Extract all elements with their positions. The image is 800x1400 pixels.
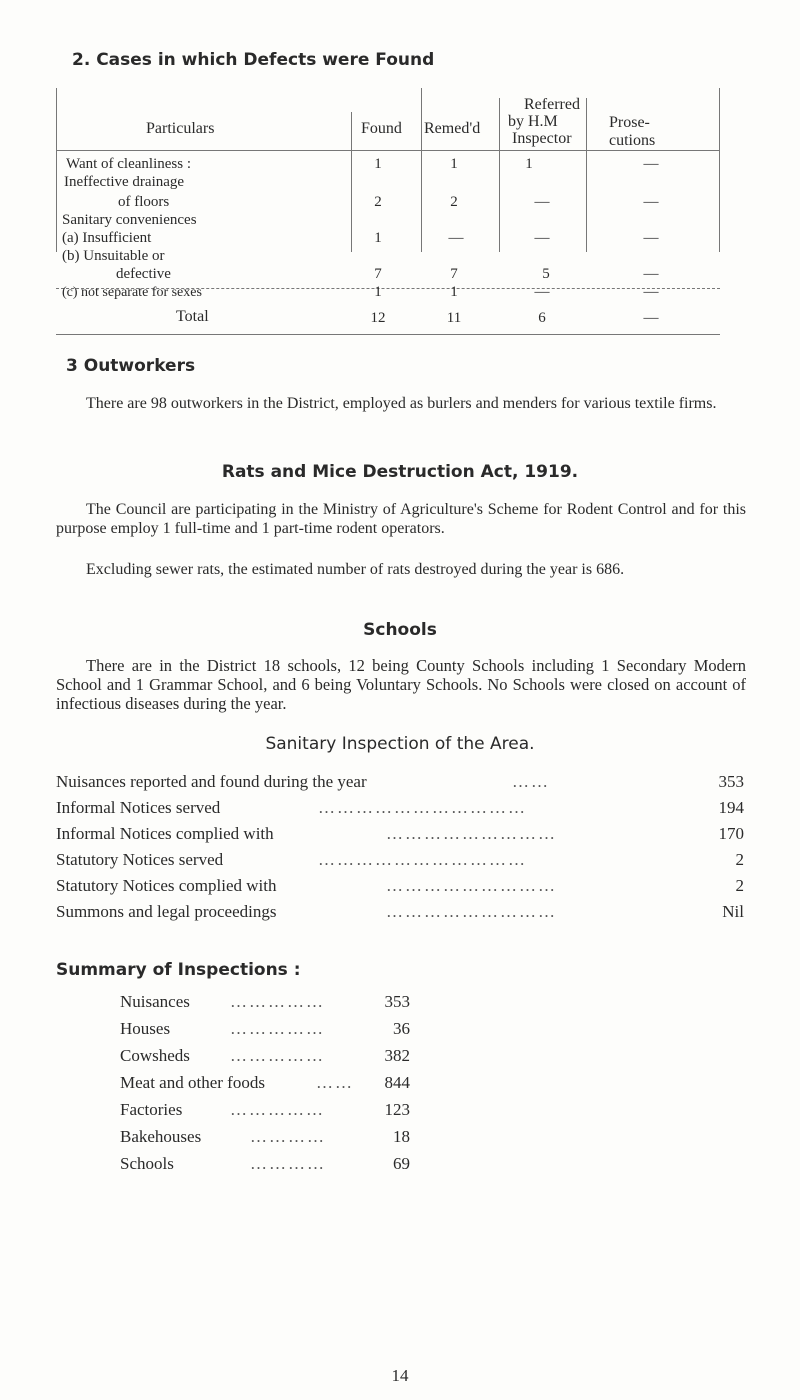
summary-label: Meat and other foods xyxy=(120,1073,265,1092)
sanitary-label: Informal Notices complied with xyxy=(56,824,274,843)
summary-label: Cowsheds xyxy=(120,1046,190,1065)
sanitary-value: Nil xyxy=(722,902,744,921)
summary-value: 382 xyxy=(384,1046,410,1065)
sanitary-value: 2 xyxy=(735,876,744,895)
cell-prosecutions: — xyxy=(643,284,659,300)
summary-row: Bakehouses ………… 18 xyxy=(120,1127,410,1146)
rats-para-1 xyxy=(56,500,746,538)
total-found: 12 xyxy=(370,310,386,326)
sanitary-row: Informal Notices served …………………………… 194 xyxy=(56,798,744,817)
row-label-cont: defective xyxy=(116,266,171,282)
cell-found: 1 xyxy=(374,284,382,300)
rats-para-2 xyxy=(56,560,746,579)
summary-label: Bakehouses xyxy=(120,1127,202,1146)
rats-sentence-1: The Council are participating in the Ministry of Agriculture's Scheme for Rodent Control and for this purpose employ 1 full-time and 1 part-time rodent operators. xyxy=(56,501,746,537)
summary-row: Nuisances …………… 353 xyxy=(120,992,410,1011)
total-label: Total xyxy=(176,308,209,325)
row-label: Want of cleanliness : xyxy=(66,156,192,172)
col-referred-1: Referred xyxy=(524,96,580,113)
cell-prosecutions: — xyxy=(643,266,659,282)
row-label: Sanitary conveniences xyxy=(62,212,197,228)
cell-remedied: 2 xyxy=(450,194,458,210)
section-2-heading: 2. Cases in which Defects were Found xyxy=(72,50,435,70)
row-label: (c) not separate for sexes xyxy=(62,285,202,300)
schools-text xyxy=(56,656,746,713)
summary-heading: Summary of Inspections : xyxy=(56,960,301,980)
cell-remedied: 7 xyxy=(450,266,458,282)
summary-label: Schools xyxy=(120,1154,174,1173)
cell-remedied: 1 xyxy=(450,284,458,300)
sanitary-row: Nuisances reported and found during the year …… 353 xyxy=(56,772,744,791)
page-number: 14 xyxy=(391,1366,409,1385)
summary-value: 353 xyxy=(384,992,410,1011)
outworkers-sentence: There are 98 outworkers in the District, employed as burlers and menders for various textile firms. xyxy=(86,395,717,412)
cell-referred: — xyxy=(534,284,550,300)
outworkers-text xyxy=(56,394,746,413)
summary-row: Factories …………… 123 xyxy=(120,1100,410,1119)
cell-prosecutions: — xyxy=(643,230,659,246)
col-particulars: Particulars xyxy=(146,120,215,137)
sanitary-row: Statutory Notices served …………………………… 2 xyxy=(56,850,744,869)
sanitary-row: Statutory Notices complied with ……………………… 2 xyxy=(56,876,744,895)
cell-prosecutions: — xyxy=(643,194,659,210)
col-found: Found xyxy=(361,120,402,137)
rats-heading: Rats and Mice Destruction Act, 1919. xyxy=(221,462,579,482)
sanitary-row: Summons and legal proceedings ……………………… Nil xyxy=(56,902,744,921)
section-3-heading: 3 Outworkers xyxy=(66,356,196,376)
cell-referred: — xyxy=(534,230,550,246)
summary-label: Nuisances xyxy=(120,992,190,1011)
col-referred-3: Inspector xyxy=(512,130,572,147)
summary-row: Meat and other foods …… 844 xyxy=(120,1073,410,1092)
sanitary-value: 2 xyxy=(735,850,744,869)
sanitary-label: Statutory Notices complied with xyxy=(56,876,277,895)
summary-row: Houses …………… 36 xyxy=(120,1019,410,1038)
sanitary-heading: Sanitary Inspection of the Area. xyxy=(265,734,535,754)
sanitary-label: Summons and legal proceedings xyxy=(56,902,277,921)
sanitary-row: Informal Notices complied with ……………………… 170 xyxy=(56,824,744,843)
sanitary-label: Nuisances reported and found during the year xyxy=(56,772,367,791)
row-label-cont: (a) Insufficient xyxy=(62,230,152,246)
col-prosecutions-1: Prose- xyxy=(609,114,650,131)
summary-value: 69 xyxy=(393,1154,410,1173)
schools-sentence: There are in the District 18 schools, 12 being County Schools including 1 Secondary Modern School and 1 Grammar School, and 6 being Voluntary Schools. No Schools were closed on account of infectious diseases during the year. xyxy=(56,656,746,713)
summary-row: Schools ………… 69 xyxy=(120,1154,410,1173)
cell-referred: — xyxy=(534,194,550,210)
summary-label: Factories xyxy=(120,1100,183,1119)
sanitary-value: 194 xyxy=(718,798,744,817)
row-label: (b) Unsuitable or xyxy=(62,248,165,264)
cell-referred: 5 xyxy=(542,266,550,282)
summary-label: Houses xyxy=(120,1019,171,1038)
summary-value: 18 xyxy=(393,1127,410,1146)
cell-prosecutions: — xyxy=(643,156,659,172)
cell-found: 7 xyxy=(374,266,382,282)
sanitary-label: Informal Notices served xyxy=(56,798,221,817)
cell-referred: 1 xyxy=(525,156,533,172)
cell-found: 2 xyxy=(374,194,382,210)
sanitary-label: Statutory Notices served xyxy=(56,850,224,869)
summary-row: Cowsheds …………… 382 xyxy=(120,1046,410,1065)
row-label: Ineffective drainage xyxy=(64,174,185,190)
col-prosecutions-2: cutions xyxy=(609,132,656,149)
total-remedied: 11 xyxy=(446,310,462,326)
total-referred: 6 xyxy=(538,310,546,326)
row-label-cont: of floors xyxy=(118,194,170,210)
summary-value: 123 xyxy=(384,1100,410,1119)
summary-value: 844 xyxy=(384,1073,410,1092)
rats-sentence-2: Excluding sewer rats, the estimated number of rats destroyed during the year is 686. xyxy=(86,561,625,578)
cell-found: 1 xyxy=(374,230,382,246)
cell-remedied: — xyxy=(448,230,464,246)
total-prosecutions: — xyxy=(643,310,659,326)
sanitary-value: 353 xyxy=(718,772,744,791)
summary-value: 36 xyxy=(393,1019,410,1038)
defects-table xyxy=(56,88,720,326)
cell-found: 1 xyxy=(374,156,382,172)
sanitary-value: 170 xyxy=(718,824,744,843)
schools-heading: Schools xyxy=(363,620,437,640)
col-remedied: Remed'd xyxy=(424,120,481,137)
cell-remedied: 1 xyxy=(450,156,458,172)
col-referred-2: by H.M xyxy=(508,113,558,130)
